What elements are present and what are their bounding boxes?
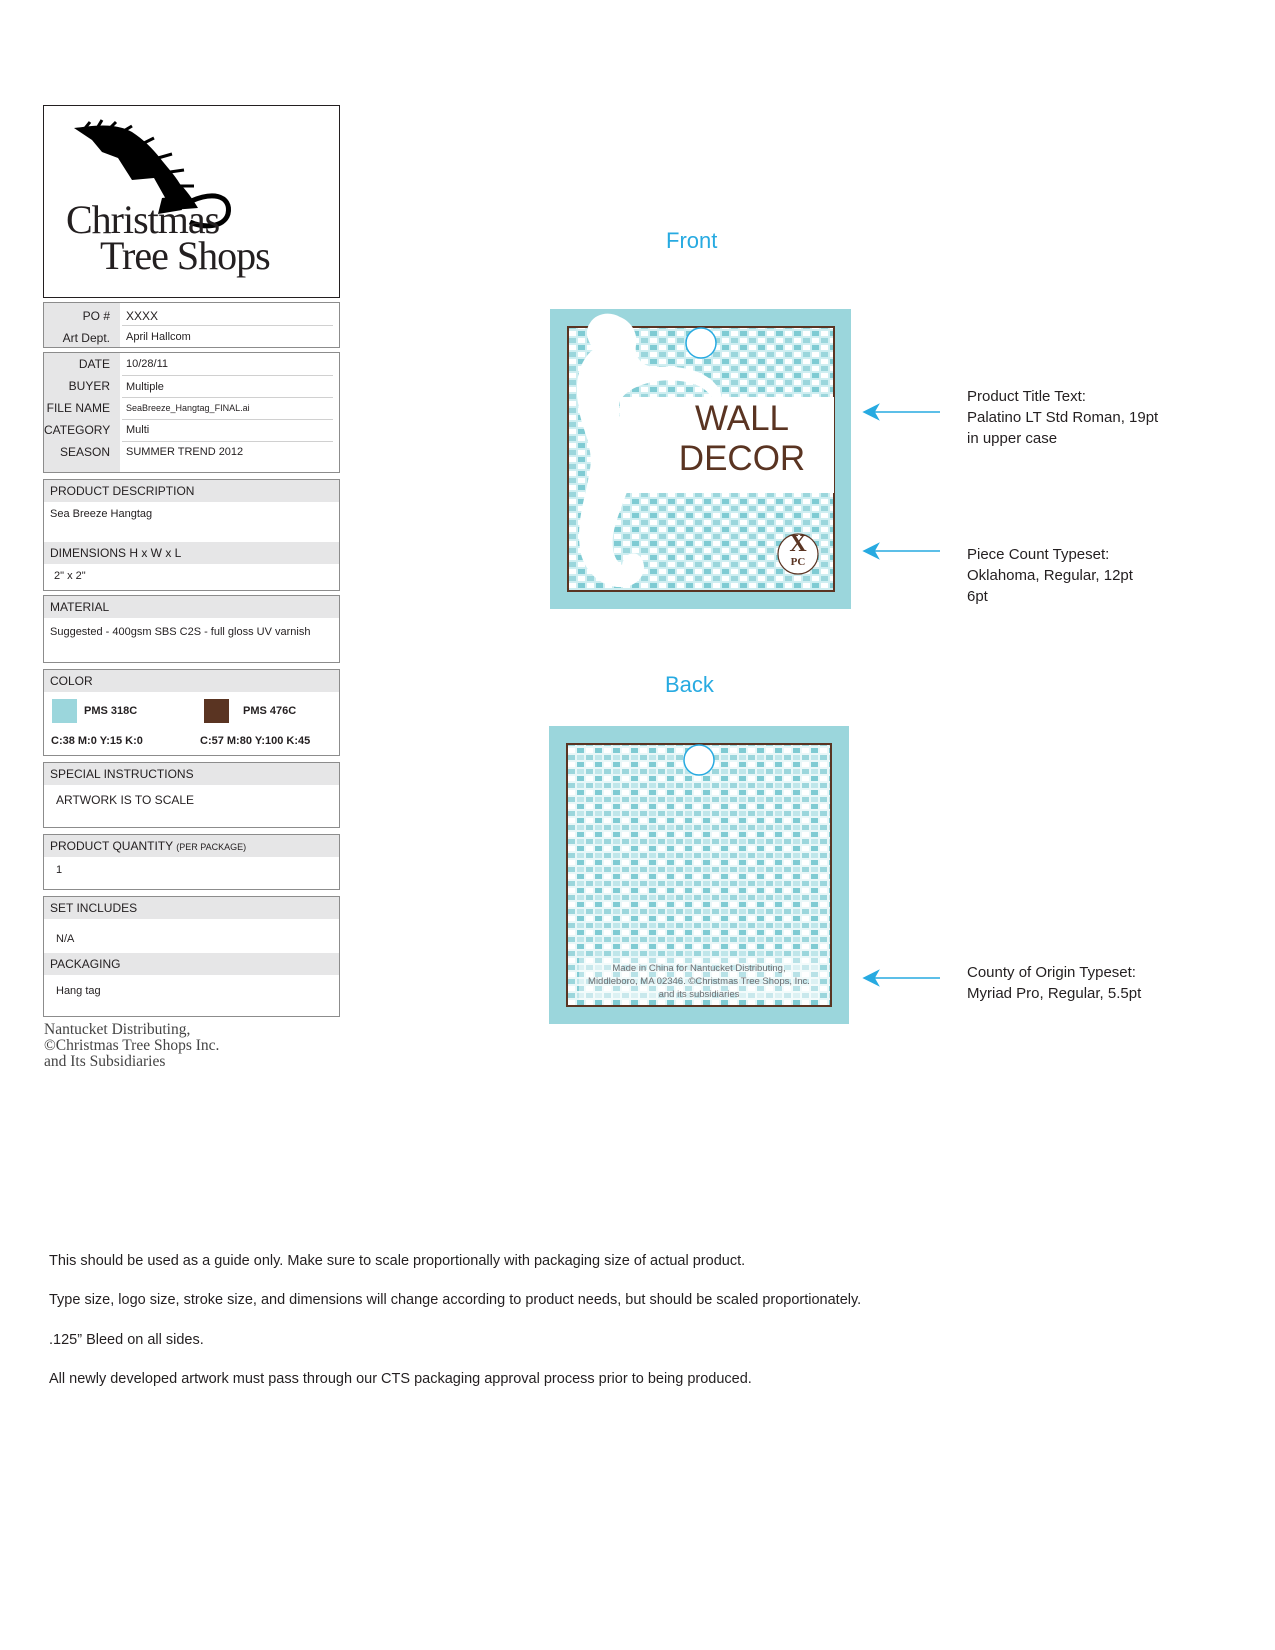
quantity-value: 1 bbox=[56, 864, 63, 876]
callout-title-line-2: Palatino LT Std Roman, 19pt bbox=[967, 409, 1159, 426]
art-dept-value: April Hallcom bbox=[126, 331, 191, 343]
front-title-line-1: WALL bbox=[694, 399, 789, 438]
color-header: COLOR bbox=[44, 670, 339, 692]
note-1: This should be used as a guide only. Make sure to scale proportionally with packaging size of actual product. bbox=[49, 1253, 746, 1269]
set-includes-header: SET INCLUDES bbox=[44, 897, 339, 919]
product-description-value: Sea Breeze Hangtag bbox=[50, 508, 153, 520]
callout-origin bbox=[967, 962, 1141, 1004]
material-header: MATERIAL bbox=[44, 596, 339, 618]
set-includes-value: N/A bbox=[56, 933, 75, 945]
note-2: Type size, logo size, stroke size, and dimensions will change according to product needs, but should be scaled proportionately. bbox=[49, 1292, 862, 1308]
set-includes-box bbox=[43, 896, 340, 1017]
logo-line-1: Christmas bbox=[66, 197, 220, 242]
piece-count-pc: PC bbox=[790, 556, 806, 568]
origin-line-1: Made in China for Nantucket Distributing, bbox=[612, 963, 786, 974]
art-dept-label: Art Dept. bbox=[62, 331, 110, 345]
callout-count-line-2: Oklahoma, Regular, 12pt bbox=[967, 567, 1133, 584]
packaging-header: PACKAGING bbox=[44, 953, 339, 975]
origin-line-2: Middleboro, MA 02346. ©Christmas Tree Shops, Inc. bbox=[588, 976, 810, 987]
date-value: 10/28/11 bbox=[126, 358, 169, 370]
logo-text bbox=[66, 197, 286, 278]
callout-origin-line-1: County of Origin Typeset: bbox=[967, 964, 1136, 981]
origin-text bbox=[571, 962, 827, 1001]
season-value: SUMMER TREND 2012 bbox=[126, 446, 244, 458]
logo-line-2: Tree Shops bbox=[100, 233, 270, 278]
callout-count-line-1: Piece Count Typeset: bbox=[967, 546, 1110, 563]
back-heading: Back bbox=[665, 672, 714, 697]
callout-count-line-3: 6pt bbox=[967, 588, 988, 605]
logo-box bbox=[43, 105, 340, 298]
date-label: DATE bbox=[78, 357, 110, 371]
special-instructions-box bbox=[43, 762, 340, 828]
copyright-block bbox=[44, 1022, 219, 1070]
po-label: PO # bbox=[82, 309, 110, 323]
quantity-box bbox=[43, 834, 340, 890]
arrow-count-icon bbox=[864, 544, 940, 558]
front-heading: Front bbox=[666, 228, 718, 253]
callout-origin-line-2: Myriad Pro, Regular, 5.5pt bbox=[967, 985, 1142, 1002]
product-description-header: PRODUCT DESCRIPTION bbox=[44, 480, 339, 502]
category-value: Multi bbox=[126, 424, 150, 436]
dimensions-value: 2" x 2" bbox=[54, 570, 86, 582]
file-name-value: SeaBreeze_Hangtag_FINAL.ai bbox=[126, 403, 250, 413]
origin-line-3: and its subsidiaries bbox=[658, 989, 740, 1000]
callout-count bbox=[967, 544, 1133, 607]
buyer-label: BUYER bbox=[68, 379, 110, 393]
note-3: .125” Bleed on all sides. bbox=[49, 1332, 204, 1348]
material-value: Suggested - 400gsm SBS C2S - full gloss UV varnish bbox=[50, 626, 311, 638]
swatch-pms-318c bbox=[52, 699, 77, 723]
swatch-2-name: PMS 476C bbox=[243, 705, 297, 717]
quantity-header-small: (PER PACKAGE) bbox=[176, 842, 247, 852]
swatch-1-cmyk: C:38 M:0 Y:15 K:0 bbox=[51, 735, 143, 747]
quantity-header-text: PRODUCT QUANTITY bbox=[50, 839, 173, 853]
swatch-pms-476c bbox=[204, 699, 229, 723]
front-title-line-2: DECOR bbox=[678, 439, 806, 478]
back-hangtag bbox=[549, 726, 849, 1024]
callout-title bbox=[967, 386, 1158, 449]
details-box bbox=[43, 352, 340, 473]
swatch-2-cmyk: C:57 M:80 Y:100 K:45 bbox=[200, 735, 311, 747]
category-label: CATEGORY bbox=[44, 423, 111, 437]
dimensions-header: DIMENSIONS H x W x L bbox=[44, 542, 339, 564]
po-box bbox=[43, 302, 340, 348]
season-label: SEASON bbox=[59, 445, 110, 459]
callout-title-line-3: in upper case bbox=[967, 430, 1058, 447]
po-value: XXXX bbox=[126, 309, 159, 323]
special-instructions-value: ARTWORK IS TO SCALE bbox=[56, 793, 195, 807]
copyright-line-3: and Its Subsidiaries bbox=[44, 1053, 166, 1070]
color-box bbox=[43, 669, 340, 756]
quantity-header bbox=[44, 835, 339, 857]
packaging-value: Hang tag bbox=[56, 985, 101, 997]
material-box bbox=[43, 595, 340, 663]
piece-count-x: X bbox=[789, 531, 807, 557]
note-4: All newly developed artwork must pass through our CTS packaging approval process prior to being produced. bbox=[49, 1371, 752, 1387]
product-box bbox=[43, 479, 340, 591]
copyright-line-1: Nantucket Distributing, bbox=[44, 1021, 191, 1038]
callout-title-line-1: Product Title Text: bbox=[967, 388, 1086, 405]
buyer-value: Multiple bbox=[126, 381, 164, 393]
special-instructions-header: SPECIAL INSTRUCTIONS bbox=[44, 763, 339, 785]
arrow-origin-icon bbox=[864, 971, 940, 985]
file-name-label: FILE NAME bbox=[46, 401, 110, 415]
copyright-line-2: ©Christmas Tree Shops Inc. bbox=[44, 1037, 220, 1054]
swatch-1-name: PMS 318C bbox=[84, 705, 138, 717]
front-hangtag bbox=[550, 309, 851, 609]
arrow-title-icon bbox=[864, 405, 940, 419]
